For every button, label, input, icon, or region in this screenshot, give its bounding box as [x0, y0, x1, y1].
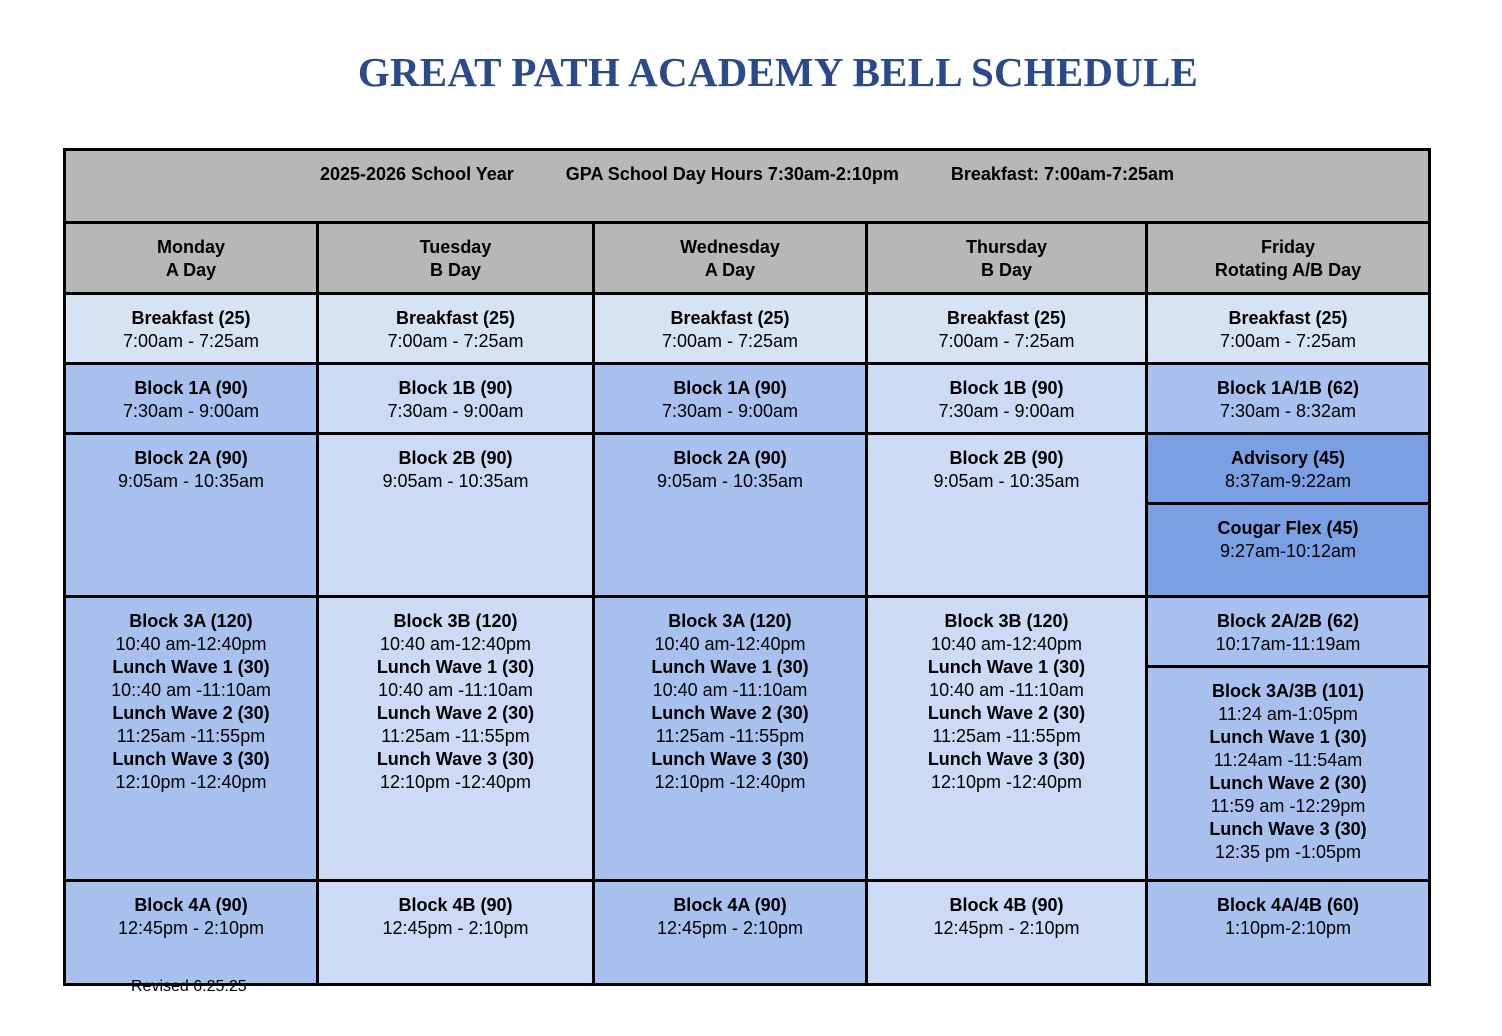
day-header-friday: Friday Rotating A/B Day — [1147, 223, 1430, 294]
block2-cell-monday: Block 2A (90) 9:05am - 10:35am — [65, 434, 318, 597]
advisory-cell-friday: Advisory (45) 8:37am-9:22am — [1147, 434, 1430, 504]
breakfast-cell-tuesday: Breakfast (25) 7:00am - 7:25am — [318, 294, 594, 364]
page-title: GREAT PATH ACADEMY BELL SCHEDULE — [357, 49, 1199, 95]
block1-cell-tuesday: Block 1B (90) 7:30am - 9:00am — [318, 364, 594, 434]
bell-schedule-table — [63, 148, 1431, 986]
block4-row — [65, 881, 1430, 985]
block1-cell-wednesday: Block 1A (90) 7:30am - 9:00am — [594, 364, 867, 434]
breakfast-hours: Breakfast: 7:00am-7:25am — [950, 164, 1175, 184]
day-header-tuesday: Tuesday B Day — [318, 223, 594, 294]
block2-cell-thursday: Block 2B (90) 9:05am - 10:35am — [867, 434, 1147, 597]
block4-cell-tuesday: Block 4B (90) 12:45pm - 2:10pm — [318, 881, 594, 985]
day-header-row — [65, 223, 1430, 294]
schedule-header — [65, 150, 1430, 223]
block3-row — [65, 597, 1430, 667]
breakfast-cell-friday: Breakfast (25) 7:00am - 7:25am — [1147, 294, 1430, 364]
block2-cell-tuesday: Block 2B (90) 9:05am - 10:35am — [318, 434, 594, 597]
block3-cell-monday: Block 3A (120) 10:40 am-12:40pm Lunch Wave 1 (30) 10::40 am -11:10am Lunch Wave 2 (30) 11:25am -11:55pm Lunch Wave 3 (30) 12:10pm -12:40pm — [65, 597, 318, 881]
block4-cell-thursday: Block 4B (90) 12:45pm - 2:10pm — [867, 881, 1147, 985]
breakfast-cell-wednesday: Breakfast (25) 7:00am - 7:25am — [594, 294, 867, 364]
revised-note: Revised 6.25.25 — [131, 978, 247, 995]
breakfast-cell-monday: Breakfast (25) 7:00am - 7:25am — [65, 294, 318, 364]
block1-cell-monday: Block 1A (90) 7:30am - 9:00am — [65, 364, 318, 434]
day-header-thursday: Thursday B Day — [867, 223, 1147, 294]
school-day-hours: GPA School Day Hours 7:30am-2:10pm — [565, 164, 899, 184]
block4-cell-monday: Block 4A (90) 12:45pm - 2:10pm — [65, 881, 318, 985]
block2-row — [65, 434, 1430, 504]
block3-cell-thursday: Block 3B (120) 10:40 am-12:40pm Lunch Wave 1 (30) 10:40 am -11:10am Lunch Wave 2 (30) 11:25am -11:55pm Lunch Wave 3 (30) 12:10pm -12:40pm — [867, 597, 1147, 881]
block1-cell-thursday: Block 1B (90) 7:30am - 9:00am — [867, 364, 1147, 434]
block3-cell-friday: Block 3A/3B (101) 11:24 am-1:05pm Lunch Wave 1 (30) 11:24am -11:54am Lunch Wave 2 (30) 11:59 am -12:29pm Lunch Wave 3 (30) 12:35 pm -1:05pm — [1147, 667, 1430, 881]
block3-cell-tuesday: Block 3B (120) 10:40 am-12:40pm Lunch Wave 1 (30) 10:40 am -11:10am Lunch Wave 2 (30) 11:25am -11:55pm Lunch Wave 3 (30) 12:10pm -12:40pm — [318, 597, 594, 881]
block3-cell-wednesday: Block 3A (120) 10:40 am-12:40pm Lunch Wave 1 (30) 10:40 am -11:10am Lunch Wave 2 (30) 11:25am -11:55pm Lunch Wave 3 (30) 12:10pm -12:40pm — [594, 597, 867, 881]
block4-cell-friday: Block 4A/4B (60) 1:10pm-2:10pm — [1147, 881, 1430, 985]
day-header-wednesday: Wednesday A Day — [594, 223, 867, 294]
breakfast-row — [65, 294, 1430, 364]
day-header-monday: Monday A Day — [65, 223, 318, 294]
block2-cell-friday: Block 2A/2B (62) 10:17am-11:19am — [1147, 597, 1430, 667]
block1-row — [65, 364, 1430, 434]
cougar-flex-cell-friday: Cougar Flex (45) 9:27am-10:12am — [1147, 504, 1430, 597]
block1-cell-friday: Block 1A/1B (62) 7:30am - 8:32am — [1147, 364, 1430, 434]
schedule-header-row — [65, 150, 1430, 223]
school-year: 2025-2026 School Year — [319, 164, 514, 184]
block4-cell-wednesday: Block 4A (90) 12:45pm - 2:10pm — [594, 881, 867, 985]
block2-cell-wednesday: Block 2A (90) 9:05am - 10:35am — [594, 434, 867, 597]
breakfast-cell-thursday: Breakfast (25) 7:00am - 7:25am — [867, 294, 1147, 364]
